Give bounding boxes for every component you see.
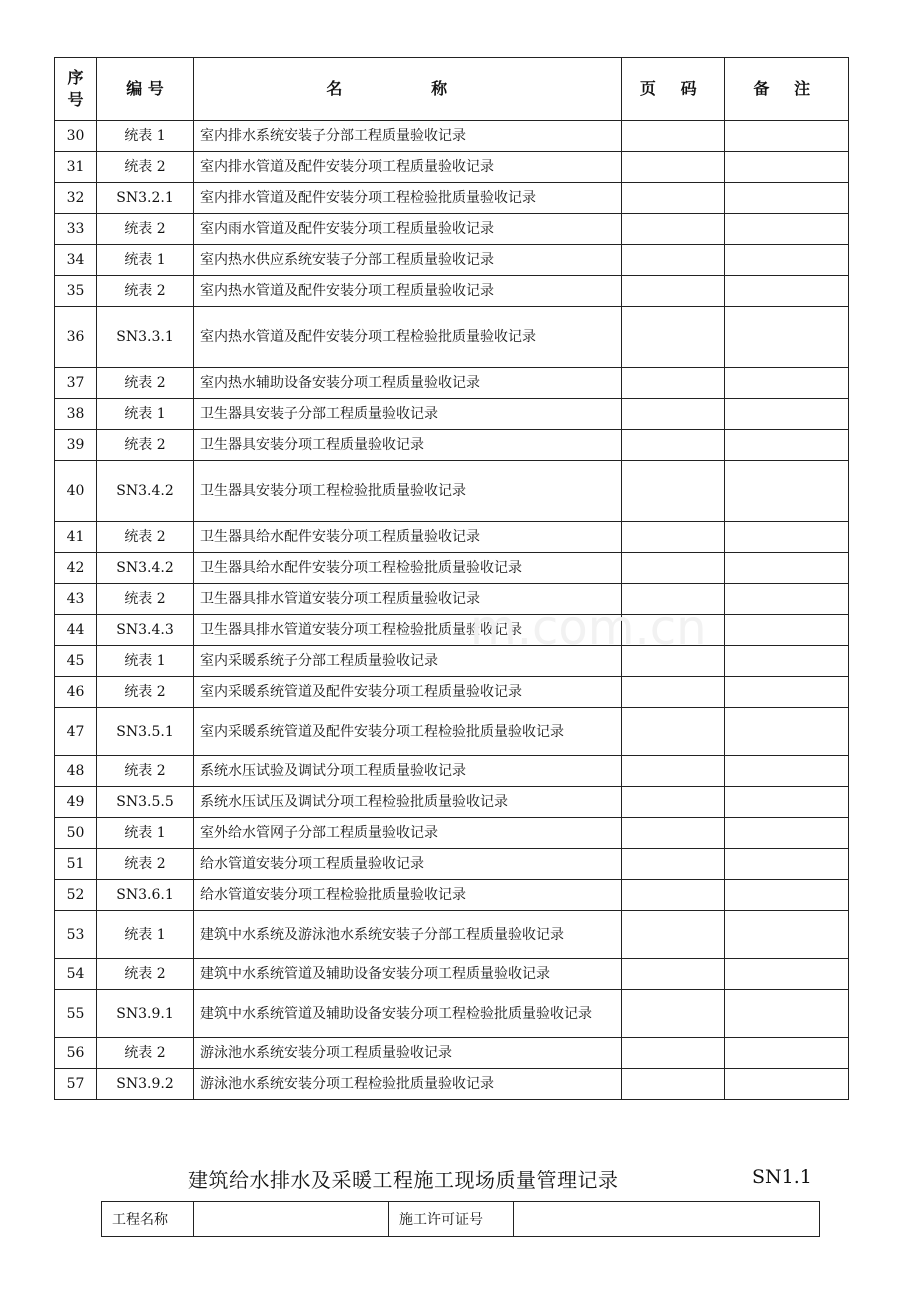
name-cell: 室内采暖系统管道及配件安装分项工程检验批质量验收记录 (194, 708, 622, 756)
header-note: 备 注 (725, 58, 849, 121)
table-row (55, 152, 849, 183)
seq-cell: 41 (55, 522, 97, 553)
seq-cell: 45 (55, 646, 97, 677)
name-cell: 室内采暖系统子分部工程质量验收记录 (194, 646, 622, 677)
note-cell[interactable] (725, 615, 849, 646)
note-cell[interactable] (725, 399, 849, 430)
page-cell[interactable] (622, 1038, 725, 1069)
table-row (55, 430, 849, 461)
name-cell: 室内热水辅助设备安装分项工程质量验收记录 (194, 368, 622, 399)
table-row (55, 756, 849, 787)
table-body (55, 121, 849, 1100)
seq-cell: 39 (55, 430, 97, 461)
seq-cell: 36 (55, 307, 97, 368)
name-cell: 卫生器具给水配件安装分项工程质量验收记录 (194, 522, 622, 553)
note-cell[interactable] (725, 818, 849, 849)
note-cell[interactable] (725, 276, 849, 307)
table-row (55, 990, 849, 1038)
header-row (55, 58, 849, 121)
page-cell[interactable] (622, 849, 725, 880)
note-cell[interactable] (725, 152, 849, 183)
name-cell: 卫生器具安装分项工程检验批质量验收记录 (194, 461, 622, 522)
seq-cell: 54 (55, 959, 97, 990)
page-cell[interactable] (622, 990, 725, 1038)
table-row (55, 911, 849, 959)
form-title: 建筑给水排水及采暖工程施工现场质量管理记录 (188, 1168, 619, 1192)
page-cell[interactable] (622, 121, 725, 152)
project-info-table (101, 1201, 820, 1237)
page-cell[interactable] (622, 756, 725, 787)
page-cell[interactable] (622, 584, 725, 615)
page-cell[interactable] (622, 1069, 725, 1100)
table-row (55, 646, 849, 677)
page-cell[interactable] (622, 522, 725, 553)
code-cell: 统表 1 (97, 911, 194, 959)
code-cell: SN3.3.1 (97, 307, 194, 368)
seq-cell: 42 (55, 553, 97, 584)
note-cell[interactable] (725, 121, 849, 152)
seq-cell: 30 (55, 121, 97, 152)
page-cell[interactable] (622, 553, 725, 584)
project-name-field[interactable] (194, 1202, 389, 1237)
seq-cell: 33 (55, 214, 97, 245)
name-cell: 建筑中水系统管道及辅助设备安装分项工程检验批质量验收记录 (194, 990, 622, 1038)
note-cell[interactable] (725, 880, 849, 911)
note-cell[interactable] (725, 183, 849, 214)
note-cell[interactable] (725, 307, 849, 368)
code-cell: 统表 2 (97, 849, 194, 880)
header-seq (55, 58, 97, 121)
name-cell: 室内热水管道及配件安装分项工程检验批质量验收记录 (194, 307, 622, 368)
name-cell: 系统水压试验及调试分项工程质量验收记录 (194, 756, 622, 787)
header-code: 编 号 (97, 58, 194, 121)
seq-cell: 53 (55, 911, 97, 959)
table-row (55, 959, 849, 990)
seq-cell: 40 (55, 461, 97, 522)
seq-cell: 51 (55, 849, 97, 880)
page-cell[interactable] (622, 307, 725, 368)
note-cell[interactable] (725, 911, 849, 959)
code-cell: SN3.9.2 (97, 1069, 194, 1100)
code-cell: 统表 2 (97, 522, 194, 553)
name-cell: 给水管道安装分项工程质量验收记录 (194, 849, 622, 880)
page-cell[interactable] (622, 787, 725, 818)
table-row (55, 849, 849, 880)
name-cell: 卫生器具排水管道安装分项工程检验批质量验收记录 (194, 615, 622, 646)
table-row (55, 368, 849, 399)
header-seq-label: 序号 (67, 68, 84, 109)
header-page: 页 码 (622, 58, 725, 121)
code-cell: 统表 1 (97, 245, 194, 276)
table-row (55, 553, 849, 584)
table-row (55, 1069, 849, 1100)
page-cell[interactable] (622, 245, 725, 276)
note-cell[interactable] (725, 990, 849, 1038)
note-cell[interactable] (725, 1038, 849, 1069)
table-row (55, 245, 849, 276)
code-cell: SN3.6.1 (97, 880, 194, 911)
name-cell: 室内热水供应系统安装子分部工程质量验收记录 (194, 245, 622, 276)
code-cell: SN3.9.1 (97, 990, 194, 1038)
code-cell: SN3.4.2 (97, 461, 194, 522)
form-code: SN1.1 (752, 1166, 812, 1188)
code-cell: 统表 2 (97, 276, 194, 307)
name-cell: 游泳池水系统安装分项工程质量验收记录 (194, 1038, 622, 1069)
code-cell: 统表 1 (97, 818, 194, 849)
table-row (55, 708, 849, 756)
code-cell: 统表 2 (97, 152, 194, 183)
name-cell: 建筑中水系统及游泳池水系统安装子分部工程质量验收记录 (194, 911, 622, 959)
note-cell[interactable] (725, 646, 849, 677)
name-cell: 建筑中水系统管道及辅助设备安装分项工程质量验收记录 (194, 959, 622, 990)
page-cell[interactable] (622, 399, 725, 430)
note-cell[interactable] (725, 849, 849, 880)
page-cell[interactable] (622, 880, 725, 911)
note-cell[interactable] (725, 708, 849, 756)
code-cell: 统表 2 (97, 959, 194, 990)
note-cell[interactable] (725, 430, 849, 461)
page-cell[interactable] (622, 959, 725, 990)
code-cell: SN3.4.2 (97, 553, 194, 584)
name-cell: 室内排水管道及配件安装分项工程检验批质量验收记录 (194, 183, 622, 214)
code-cell: 统表 1 (97, 646, 194, 677)
code-cell: 统表 2 (97, 430, 194, 461)
note-cell[interactable] (725, 677, 849, 708)
table-row (55, 615, 849, 646)
page-cell[interactable] (622, 615, 725, 646)
name-cell: 卫生器具给水配件安装分项工程检验批质量验收记录 (194, 553, 622, 584)
name-cell: 系统水压试压及调试分项工程检验批质量验收记录 (194, 787, 622, 818)
code-cell: 统表 2 (97, 214, 194, 245)
name-cell: 卫生器具排水管道安装分项工程质量验收记录 (194, 584, 622, 615)
watermark: m.com.cn (470, 600, 707, 656)
note-cell[interactable] (725, 756, 849, 787)
page-cell[interactable] (622, 368, 725, 399)
table-row (55, 307, 849, 368)
name-cell: 卫生器具安装分项工程质量验收记录 (194, 430, 622, 461)
page-cell[interactable] (622, 183, 725, 214)
code-cell: SN3.4.3 (97, 615, 194, 646)
code-cell: 统表 1 (97, 399, 194, 430)
table-row (55, 214, 849, 245)
table-row (55, 584, 849, 615)
seq-cell: 52 (55, 880, 97, 911)
name-cell: 室内排水管道及配件安装分项工程质量验收记录 (194, 152, 622, 183)
seq-cell: 49 (55, 787, 97, 818)
name-cell: 游泳池水系统安装分项工程检验批质量验收记录 (194, 1069, 622, 1100)
permit-number-label: 施工许可证号 (389, 1202, 514, 1237)
note-cell[interactable] (725, 584, 849, 615)
note-cell[interactable] (725, 214, 849, 245)
table-row (55, 399, 849, 430)
project-name-label: 工程名称 (102, 1202, 194, 1237)
seq-cell: 34 (55, 245, 97, 276)
seq-cell: 35 (55, 276, 97, 307)
page-cell[interactable] (622, 214, 725, 245)
seq-cell: 43 (55, 584, 97, 615)
name-cell: 室内雨水管道及配件安装分项工程质量验收记录 (194, 214, 622, 245)
table-row (55, 677, 849, 708)
index-table (54, 57, 849, 1100)
code-cell: SN3.2.1 (97, 183, 194, 214)
seq-cell: 37 (55, 368, 97, 399)
note-cell[interactable] (725, 787, 849, 818)
seq-cell: 57 (55, 1069, 97, 1100)
page-cell[interactable] (622, 461, 725, 522)
seq-cell: 44 (55, 615, 97, 646)
note-cell[interactable] (725, 368, 849, 399)
note-cell[interactable] (725, 553, 849, 584)
name-cell: 室内排水系统安装子分部工程质量验收记录 (194, 121, 622, 152)
seq-cell: 46 (55, 677, 97, 708)
table-row (55, 1038, 849, 1069)
seq-cell: 50 (55, 818, 97, 849)
page-cell[interactable] (622, 708, 725, 756)
page-cell[interactable] (622, 677, 725, 708)
header-name: 名 称 (194, 58, 622, 121)
page-cell[interactable] (622, 152, 725, 183)
name-cell: 卫生器具安装子分部工程质量验收记录 (194, 399, 622, 430)
page-cell[interactable] (622, 911, 725, 959)
code-cell: 统表 2 (97, 368, 194, 399)
table-row (55, 276, 849, 307)
seq-cell: 31 (55, 152, 97, 183)
note-cell[interactable] (725, 1069, 849, 1100)
code-cell: 统表 2 (97, 756, 194, 787)
note-cell[interactable] (725, 522, 849, 553)
table-row (55, 121, 849, 152)
page-cell[interactable] (622, 818, 725, 849)
table-row (55, 522, 849, 553)
note-cell[interactable] (725, 959, 849, 990)
table-row (55, 880, 849, 911)
page-cell[interactable] (622, 430, 725, 461)
project-info-row (102, 1202, 820, 1237)
name-cell: 室外给水管网子分部工程质量验收记录 (194, 818, 622, 849)
code-cell: 统表 2 (97, 1038, 194, 1069)
page-cell[interactable] (622, 276, 725, 307)
code-cell: 统表 2 (97, 584, 194, 615)
table-row (55, 787, 849, 818)
name-cell: 室内采暖系统管道及配件安装分项工程质量验收记录 (194, 677, 622, 708)
code-cell: 统表 1 (97, 121, 194, 152)
name-cell: 室内热水管道及配件安装分项工程质量验收记录 (194, 276, 622, 307)
note-cell[interactable] (725, 245, 849, 276)
note-cell[interactable] (725, 461, 849, 522)
page-cell[interactable] (622, 646, 725, 677)
seq-cell: 56 (55, 1038, 97, 1069)
code-cell: SN3.5.5 (97, 787, 194, 818)
table-row (55, 461, 849, 522)
permit-number-field[interactable] (514, 1202, 820, 1237)
seq-cell: 47 (55, 708, 97, 756)
seq-cell: 32 (55, 183, 97, 214)
seq-cell: 48 (55, 756, 97, 787)
code-cell: 统表 2 (97, 677, 194, 708)
code-cell: SN3.5.1 (97, 708, 194, 756)
seq-cell: 38 (55, 399, 97, 430)
name-cell: 给水管道安装分项工程检验批质量验收记录 (194, 880, 622, 911)
table-row (55, 818, 849, 849)
seq-cell: 55 (55, 990, 97, 1038)
table-row (55, 183, 849, 214)
